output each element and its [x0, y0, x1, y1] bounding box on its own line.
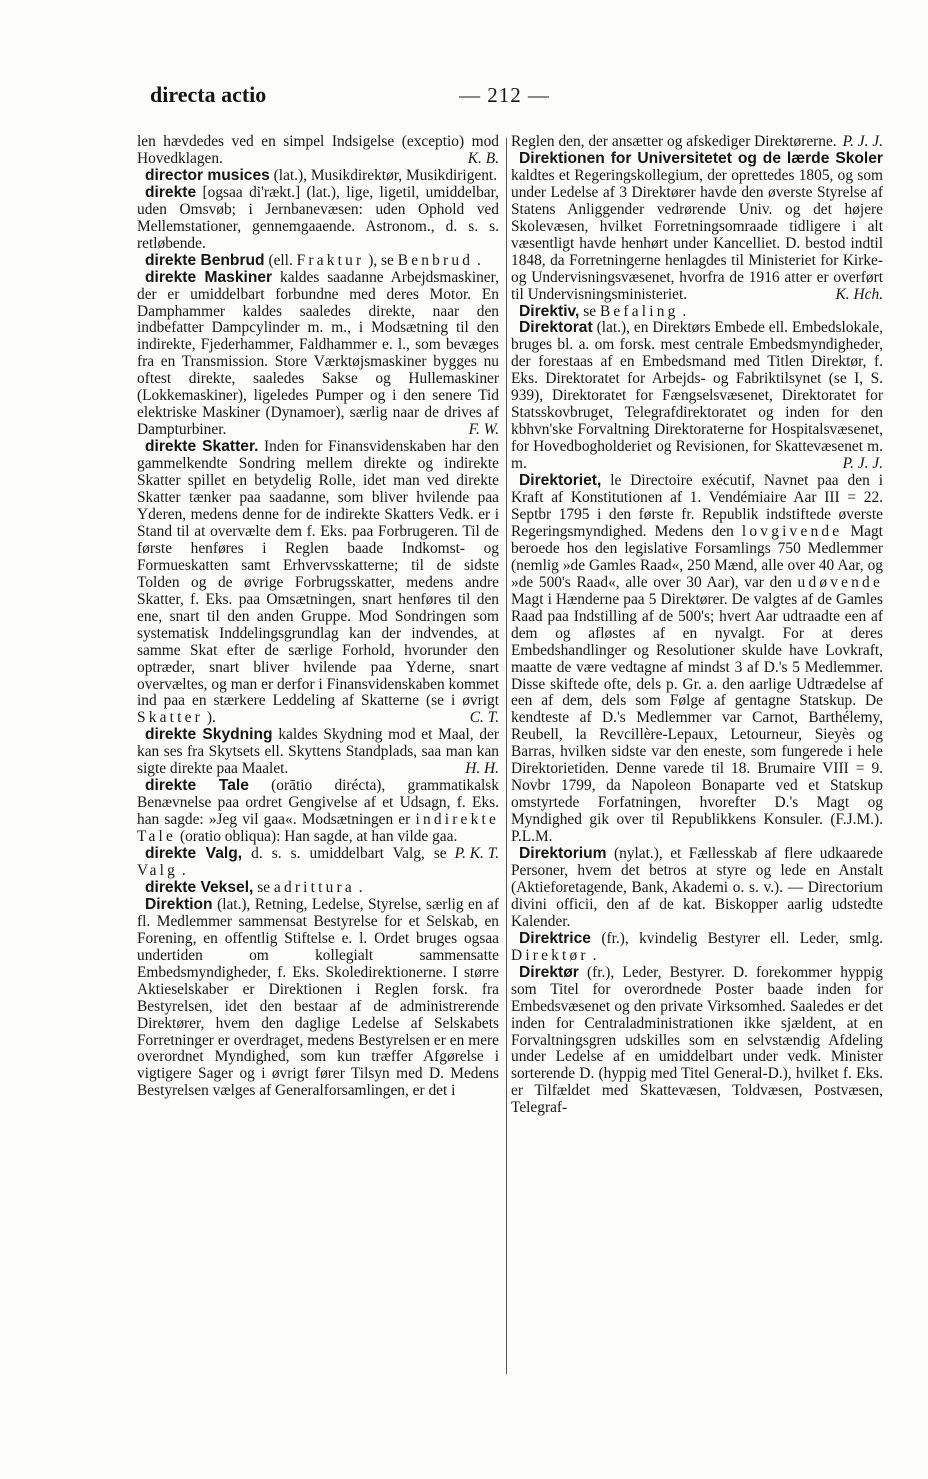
- entry-text: d. s. s. umiddelbart Valg, se: [251, 845, 447, 863]
- spaced-reference: Fraktur: [296, 251, 365, 269]
- entry-text: (nylat.), et Fællesskab af flere udkaarede Personer, hvem det betros at styre og lede en Anstalt (Aktieforetagende, Bank, Akademi o. s. v.). — Directorium divini officii, den af de kat. Biskopper aarlig udstedte Kalender.: [511, 845, 883, 930]
- entry-text: .: [181, 861, 186, 879]
- entry-text: (fr.), Leder, Bestyrer. D. forekommer hyppig som Titel for overordnede Poster baade inden for Embedsvæsenet og den private Virksomhed. Saaledes er det inden for Centraladministrationen ikke sjældent, at en Forvaltningsgren udskilles som en selvstændig Afdeling under Ledelse af en umiddelbart under vedk. Minister sorterende D. (hyppig med Titel General-D.), hvilket f. Eks. er Tilfældet med Skattevæsen, Toldvæsen, Postvæsen, Telegraf-: [511, 963, 883, 1117]
- entry-text: .: [358, 878, 363, 896]
- entry-text: ).: [206, 709, 216, 727]
- entry-text: .: [592, 946, 597, 964]
- entry-text: kaldes saadanne Arbejdsmaskiner, der er umiddelbart forbundne med deres Motor. En Damphammer kaldes saaledes direkte, naar den indbefatter Dampcylinder m. m., i Modsætning til den indirekte, Fjederhammer, Faldhammer e. l., som bevæges fra en Transmission. Store Værktøjsmaskiner bygges nu oftest direkte, saaledes Sakse og Hullemaskiner (Lokkemaskiner), ligeledes Pumper og i den senere Tid elektriske Maskiner (Dynamoer), særlig naar de drives af Dampturbiner.: [137, 268, 499, 439]
- author-signature: P. J. J.: [842, 455, 883, 473]
- entry-text: Magt beroede hos den legislative Forsamlings 750 Medlemmer (nemlig »de Gamles Raad«, 250 Mænd, alle over 40 Aar, og »de 500's Raad«, alle over 30 Aar), var den: [511, 522, 883, 591]
- author-signature: H. H.: [465, 760, 499, 778]
- spaced-reference: Direktør: [511, 946, 589, 964]
- author-signature: P. J. J.: [842, 133, 883, 150]
- dictionary-entry: [511, 151, 883, 304]
- entry-headword: Direktiv,: [519, 302, 580, 320]
- entry-text: [ogsaa di'rækt.] (lat.), lige, ligetil, umiddelbar, uden Omsvøb; i Jernbanevæsen: uden Ophold ved Mellemstationer, gennemgaaende. Astronom., d. s. s. retløbende.: [137, 183, 499, 252]
- entry-text: .: [477, 251, 481, 269]
- entry-headword: direkte Veksel,: [145, 878, 254, 896]
- dictionary-entry: [137, 846, 499, 880]
- dictionary-entry: [137, 897, 499, 1100]
- dictionary-entry: [137, 185, 499, 253]
- spaced-reference: adrittura: [273, 878, 355, 896]
- entry-headword: Direktorium: [519, 845, 607, 863]
- dictionary-entry: [137, 880, 499, 897]
- entry-headword: direkte Maskiner: [145, 268, 273, 286]
- author-signature: K. Hch.: [835, 285, 883, 303]
- spaced-reference: udøvende: [797, 573, 883, 591]
- dictionary-entry: [137, 270, 499, 440]
- author-signature: F. W.: [468, 421, 499, 439]
- entry-headword: direkte Valg,: [145, 845, 243, 863]
- entry-text: Inden for Finansvidenskaben har den gammelkendte Sondring mellem direkte og indirekte Skatter spillet en betydelig Rolle, idet man ved direkte Skatter tænker paa saadanne, som bliver hvilende paa Yderen, medens denne for de indirekte Skatters Vedk. er i Stand til at overvælte dem f. Eks. paa Forbrugeren. Til de første henføres i Reglen baade Indkomst- og Formueskatten samt Erhvervsskatterne; til de sidste Tolden og de øvrige Forbrugsskatter, medens andre Skatter, f. Eks. paa Omsætningen, snart henføres til den ene, snart til den anden Gruppe. Mod Sondringen som systematisk Inddelingsgrundlag kan der indvendes, at samme Skat efter de særlige Forhold, hvorunder den optræder, snart bliver hvilende paa Yderne, snart overvæltes, og man er derfor i Finansvidenskaben kommet ind paa en stærkere Leddeling af Skatterne (se i øvrigt: [137, 438, 499, 710]
- entry-text: (oratio obliqua): Han sagde, at han vilde gaa.: [179, 828, 458, 846]
- running-title: directa actio: [150, 82, 267, 107]
- entry-text: len hævdedes ved en simpel Indsigelse (exceptio) mod Hovedklagen.: [137, 133, 499, 167]
- dictionary-entry: [137, 253, 499, 270]
- left-column: [137, 134, 499, 1100]
- entry-text: le Directoire exécutif, Navnet paa den i Kraft af Konstitutionen af 1. Vendémiaire Aar III = 22. Septbr 1795 i den første fr. Republik indstiftede øverste Regeringsmyndighed. Medens den: [511, 472, 883, 540]
- entry-text: ), se: [368, 251, 394, 269]
- dictionary-entry: [511, 304, 883, 321]
- entry-headword: director musices: [145, 166, 270, 184]
- entry-text: (lat.), en Direktørs Embede ell. Embedslokale, bruges bl. a. om forsk. mest centrale Embedsmyndigheder, der forestaas af en Embedsmand med Titlen Direktør, f. Eks. Direktoratet for Arbejds- og Fabriktilsynet (se I, S. 939), Direktoratet for Fængselsvæsenet, Direktoratet for Statsskovbruget, Telegrafdirektoratet og inden for den kbhvn'ske Forvaltning Direktoraterne for Hospitalsvæsenet, for Hovedbogholderiet og Revisionen, for Skattevæsenet m. m.: [511, 319, 883, 473]
- entry-headword: direkte Benbrud: [145, 251, 265, 269]
- entry-headword: Direktion: [145, 895, 213, 913]
- entry-text: se: [257, 878, 271, 896]
- dictionary-entry: [137, 727, 499, 778]
- entry-headword: direkte Skydning: [145, 726, 273, 744]
- entry-text: kaldtes et Regeringskollegium, der oprettedes 1805, og som under Ledelse af 3 Direktører havde den øverste Styrelse af Statens Anliggender vedrørende Univ. og det højere Skolevæsen, hvilket Forretningsomraade tidligere i alt væsentligt havde henhørt under Kancelliet. D. bestod indtil 1848, da Forretningerne henlagdes til Ministeriet for Kirke- og Undervisningsvæsenet, hvorfra de 1916 atter er overført til Undervisningsministeriet.: [511, 166, 883, 303]
- entry-headword: direkte: [145, 183, 197, 201]
- spaced-reference: Skatter: [137, 709, 203, 727]
- dictionary-entry: [137, 134, 499, 168]
- spaced-reference: Befaling: [599, 302, 679, 320]
- author-signature: C. T.: [469, 709, 499, 727]
- entry-headword: direkte Tale: [145, 777, 249, 795]
- entry-text: .: [682, 302, 687, 320]
- entry-text: (orātio dirécta), grammatikalsk Benævnelse paa ordret Gengivelse af et Udsagn, f. Eks. han sagde: »Jeg vil gaa«. Modsætningen er: [137, 777, 499, 829]
- entry-text: (ell.: [268, 251, 293, 269]
- entry-text: kaldes Skydning mod et Maal, der kan ses fra Skytsets ell. Skyttens Standplads, saa man kan sigte direkte paa Maalet.: [137, 726, 500, 778]
- dictionary-entry: [511, 846, 883, 931]
- entry-text: se: [583, 302, 597, 320]
- spaced-reference: Benbrud: [397, 251, 474, 269]
- dictionary-entry: [511, 473, 883, 846]
- entry-headword: Direktoriet,: [519, 472, 602, 490]
- entry-text: (lat.), Retning, Ledelse, Styrelse, særlig en af fl. Medlemmer sammensat Bestyrelse for et Selskab, en Forening, en offentlig Stiftelse e. l. Ordet bruges ogsaa undertiden om kollegialt sammensatte Embedsmyndigheder, f. Eks. Skoledirektionerne. I større Aktieselskaber er Direktionen i Reglen forsk. fra Bestyrelsen, idet den bestaar af de administrerende Direktører, hvem den daglige Ledelse af Selskabets Forretninger er overdraget, medens Bestyrelsen er en mere overordnet Myndighed, som kun træffer Afgørelse i vigtigere Sager og i øvrigt fører Tilsyn med D. Medens Bestyrelsen vælges af Generalforsamlingen, er det i: [137, 895, 499, 1100]
- entry-text: Magt i Hænderne paa 5 Direktører. De valgtes af de Gamles Raad paa Indstilling af de 500's; hvert Aar udtraadte een af dem og afløstes af en nyvalgt. For at deres Embedshandlinger og Resolutioner skulde have Lovkraft, maatte de være vedtagne af mindst 3 af D.'s 5 Medlemmer. Disse skiftede ofte, dels p. Gr. a. den aarlige Udtrædelse af een af dem, dels som Følge af gentagne Statskup. De kendteste af D.'s Medlemmer var Carnot, Barthélemy, Reubell, la Revcillère-Lepaux, Letourneur, Sieyès og Barras, hvilken sidste var den eneste, som fungerede i hele Direktorietiden. Denne varede til 18. Brumaire VIII = 9. Novbr 1799, da Napoleon Bonaparte ved et Statskup omstyrtede Forfatningen, hvorefter D.'s Magt og Myndighed gik over til Republikkens Konsuler. (F.J.M.). P.L.M.: [511, 590, 883, 846]
- entry-headword: Direktionen for Universitetet og de lærde Skoler: [519, 149, 883, 167]
- spaced-reference: Valg: [137, 861, 179, 879]
- dictionary-entry: [511, 931, 883, 965]
- author-signature: P. K. T.: [454, 845, 499, 863]
- dictionary-entry: [137, 439, 499, 727]
- entry-headword: Direktorat: [519, 319, 593, 337]
- spaced-reference: indirekte Tale: [137, 811, 499, 846]
- column-divider: [506, 138, 507, 1374]
- dictionary-entry: [511, 134, 883, 151]
- entry-text: (fr.), kvindelig Bestyrer ell. Leder, smlg.: [601, 929, 883, 947]
- entry-headword: Direktrice: [519, 929, 591, 947]
- page-number: — 212 —: [459, 83, 550, 107]
- entry-headword: direkte Skatter.: [145, 438, 259, 456]
- spaced-reference: lovgivende: [741, 522, 843, 540]
- author-signature: K. B.: [467, 149, 499, 167]
- entry-text: Reglen den, der ansætter og afskediger Direktørerne.: [511, 133, 837, 150]
- dictionary-entry: [511, 965, 883, 1118]
- entry-text: (lat.), Musikdirektør, Musikdirigent.: [273, 166, 498, 184]
- dictionary-entry: [137, 168, 499, 185]
- right-column: [511, 134, 883, 1117]
- entry-headword: Direktør: [519, 963, 579, 981]
- dictionary-entry: [511, 320, 883, 473]
